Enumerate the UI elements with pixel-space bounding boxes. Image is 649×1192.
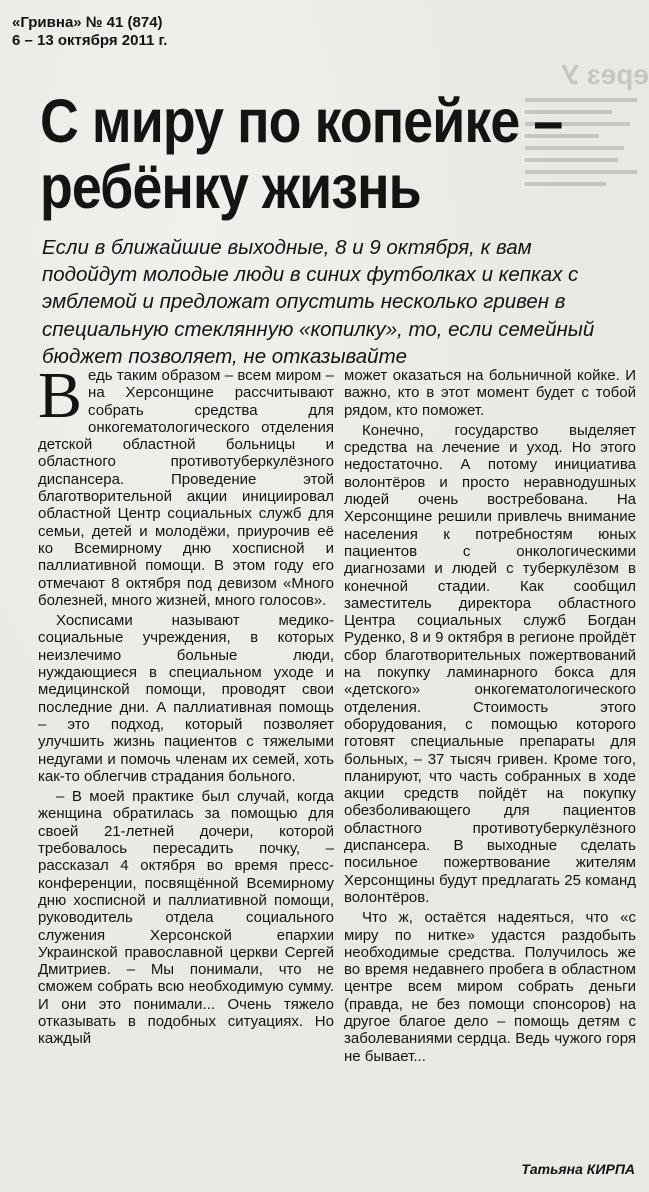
lede-paragraph: Если в ближайшие выходные, 8 и 9 октября, к вам подойдут молодые люди в синих футболках и кепках с эмблемой и предложат опустить несколько гривен в специальную стеклянную «копилку», то, если семейный бюджет позволяет, не отказывайте: [42, 236, 595, 368]
article-paragraph: Конечно, государство выделяет средства на лечение и уход. Но этого недостаточно. А потому инициатива волонтёров и просто неравнодушных людей очень востребована. На Херсонщине решили привлечь внимание населения к потребностям юных пациентов с онкологическими диагнозами и людей с туберкулёзом в конечной стадии. Как сообщил заместитель директора областного Центра социальных служб Богдан Руденко, 8 и 9 октября в регионе пройдёт сбор благотворительных пожертвований на покупку ламинарного бокса для «детского» онкогематологического отделения. Стоимость этого оборудования, с помощью которого готовят специальные препараты для больных, – 37 тысяч гривен. Кроме того, планируют, что часть собранных в ходе акции средств пойдёт на покупку обезболивающего для пациентов областного противотуберкулёзного диспансера. В выходные сделать посильное пожертвование жителям Херсонщины будут предлагать 25 команд волонтёров.: [344, 421, 636, 906]
article-paragraph: Ведь таким образом – всем миром – на Херсонщине рассчитывают собрать средства для онкогематологического отделения детской областной больницы и областного противотуберкулёзного диспансера. Проведение этой благотворительной акции инициировал областной Центр социальных служб для семьи, детей и молодёжи, приурочив её ко Всемирному дню хосписной и паллиативной помощи. В этом году его отмечают 8 октября под девизом «Много болезней, много жизней, много голосов».: [38, 359, 334, 609]
article-paragraph: Что ж, остаётся надеяться, что «с миру по нитке» удастся раздобыть необходимые средства. Получилось же во время недавнего пробега в областном центре всем миром собрать деньги (правда, не без помощи спонсоров) на другое благое дело – помощь детям с заболеваниями сердца. Ведь чужого горя не бывает...: [344, 909, 636, 1065]
bleed-through-text: ерез У: [525, 60, 649, 300]
headline-line-2: ребёнку жизнь: [40, 153, 421, 221]
author-signature: Татьяна КИРПА: [521, 1161, 635, 1177]
article-paragraph: может оказаться на больничной койке. И важно, кто в этот момент будет с тобой рядом, кто поможет.: [344, 367, 636, 419]
article-column-left: [38, 359, 334, 1048]
article-paragraph: – В моей практике был случай, когда женщина обратилась за помощью для своей 21-летней дочери, которой требовалось пересадить почку, – рассказал 4 октября во время пресс-конференции, посвящённой Всемирному дню хосписной и паллиативной помощи, руководитель отдела социального служения Херсонской епархии Украинской православной церкви Сергей Дмитриев. – Мы понимали, что не сможем собрать всю необходимую сумму. И они это понимали... Очень тяжело отказывать в подобных ситуациях. Но каждый: [38, 788, 334, 1048]
cropped-margin-text: [12, 4, 352, 14]
issue-number: «Гривна» № 41 (874): [12, 14, 163, 31]
article-column-right: [344, 367, 636, 1065]
headline-line-1: С миру по копейке –: [40, 87, 563, 155]
masthead: [12, 4, 352, 50]
article-paragraph: Хосписами называют медико-социальные учреждения, в которых неизлечимо больные люди, нуждающиеся в специальном уходе и медицинской помощи, проводят свои последние дни. А паллиативная помощь – это подход, который позволяет улучшить жизнь пациентов с тяжелыми недугами и помочь членам их семей, хоть как-то облегчив страдания больного.: [38, 612, 334, 785]
headline: [40, 87, 563, 221]
issue-dates: 6 – 13 октября 2011 г.: [12, 32, 168, 49]
drop-cap: В: [38, 359, 83, 432]
